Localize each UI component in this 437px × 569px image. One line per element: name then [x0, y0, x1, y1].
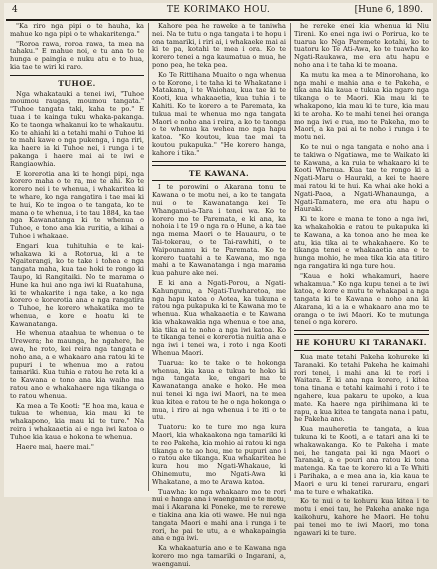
paragraph: Engari kua tuhituhia e te kai-whakawa ki a Rotorua, ki a te Ngaiterangi, ko te take i tohea e nga tangata maha, kua tae hoki te rongo ki Taupo, ki Rangitaiki. No te marama o Hune ka hui ano nga iwi ki Ruatahuna, ki te whakarite i nga take, a ko nga korero e korerotia ana e nga rangatira o Tuhoe, he korero whakatika mo te whenua, e kore e hoatu ki te Kawanatanga. — [10, 241, 144, 328]
column-2 — [152, 22, 286, 568]
page-header — [4, 3, 433, 19]
paragraph: Ki te kore e mana te tono a nga iwi, ka whakahokia e ratou te pukapuka ki te Kawana, a ka tonoa ano he mea ke atu, kia tika ai te whakahaere. Ko te tikanga tenei e whakaaetia ana e te hunga mohio, he mea tika kia ata titiro nga rangatira ki nga ture hou. — [294, 215, 429, 270]
section-rule — [294, 350, 429, 351]
paragraph: Ka mea a Te Kooti: "E hoa ma, kaua e tukua te whenua, kia mau ki te whakapono, kia mau ki te ture." Na reira i whakaaetia ai e nga iwi katoa o Tuhoe kia kaua e hokona te whenua. — [10, 401, 144, 441]
paragraph: he rereke enei kia whenua ki Niu Tireni. Ko enei nga iwi o Porirua, ko te tuarua ko Nga Paremete kotahi, ko te tuatoru ko Te Ati-Awa, ko te tuawha ko Ngati-Raukawa, me era atu hapu e noho ana i te taha ki te moana. — [294, 22, 429, 69]
section-rule — [10, 75, 144, 76]
paragraph: E ki ana a Ngati-Porou, a Ngati-Kahungunu, a Ngati-Tuwharetoa, me nga hapu katoa o Aotea, ka tukuna e ratou nga pukapuka ki te Kawana mo te whenua. Kua whakaaetia e te Kawana kia whakawakia nga whenua e toe ana, kia tika ai te noho a nga iwi katoa. Ko te tikanga tenei e korerotia nuitia ana e nga iwi i tenei wa, i roto i nga Kooti Whenua Maori. — [152, 278, 286, 358]
header-rule — [6, 19, 431, 21]
section-rule — [294, 330, 429, 335]
paragraph: Kua mate tetahi Pakeha kohureke ki Taranaki. Ko tetahi Pakeha he kaimahi rori tenei, i mahi ana ki te rori i Waitara. E ki ana nga korero, i kitea tona tinana e tetahi kaimahi i roto i te ngahere, kua pakaru te upoko, a kua mate. Ka haere nga pirihimana ki te rapu, a kua kitea te tangata nana i patu, he Pakeha ano. — [294, 353, 429, 424]
newspaper-title: TE KORIMAKO HOU. — [166, 5, 271, 15]
article-heading-tuhoe: TUHOE. — [58, 78, 96, 88]
page-number: 4 — [12, 5, 18, 15]
paragraph: "Ka riro nga pipi o te hauha, ka mahue ko nga pipi o te whakaritenga." — [10, 22, 144, 38]
paragraph: Ko te nui o nga tangata e noho ana i te takiwa o Ngatiawa, me te Waikato ki te Kawana, a ka ruia te whakaaro ki te Kooti Whenua. Kua tae te rongo ki a Ngati-Maru o Hauraki, a kei te haere mai ratou ki te hui. Ka whai ake hoki a Ngati-Paoa, a Ngati-Whanaunga, a Ngati-Tamatera, me era atu hapu o Hauraki. — [294, 142, 429, 214]
paragraph: Kua mauheretia te tangata, a kua tukuna ki te Kooti, a e tatari ana ki te whakawakanga. Ko te Pakeha i mate nei, he tangata pai ki nga Maori o Taranaki, a e pouri ana ratou ki tona matenga. Ka tae te korero ki a Te Whiti i Parihaka, a e mea ana ia, kia kaua te Maori e uru ki tenei raruraru, engari ma te ture e whakatika. — [294, 425, 429, 496]
paragraph: Ka mutu ka mea a te Minorohana, ko nga mahi e mahia ana e te Pakeha, e tika ana kia kaua e tukua kia ngaro nga tikanga o te Maori. Kia mau ki te whakapono, kia mau ki te ture, kia mau ki te aroha. Ko te mahi tenei hei oranga mo nga iwi e rua, mo te Pakeha, mo te Maori, a ka pai ai te noho i runga i te motu nei. — [294, 70, 429, 142]
section-rule — [152, 180, 286, 181]
paragraph: Tuarua: ko te take o te hokonga whenua, kia kaua e tukua te hoko ki nga tangata ke, engari ma te Kawanatanga anake e hoko. He mea nui tenei ki nga iwi Maori, na te mea kua kitea e ratou te he o nga hokonga o mua, i riro ai nga whenua i te iti o te utu. — [152, 358, 286, 422]
article-heading-kohuru: HE KOHURU KI TARANAKI. — [296, 338, 427, 348]
paragraph: Kahore pea he raweke a te taniwha nei. Na te tutu o nga tangata i te hopu i ona tamariki, i riri ai, i whakaeke mai ai ki te pa, kotahi te mea i ora. Ko te korero tenei a nga kaumatua o mua, he pono pea, he teka pea. — [152, 22, 286, 69]
paragraph: "Kaua e hoki whakamuri, haere whakamua." Ko nga kupu tenei a te iwi katoa, e kore e mutu te whakapai a nga tangata ki te Kawana e noho ana ki Akarana, ki a ia e whakaaro ana mo te oranga o te iwi Maori. Ko te mutunga tenei o nga korero. — [294, 271, 429, 327]
newspaper-page — [4, 3, 433, 568]
column-divider — [148, 23, 149, 491]
paragraph: He whenua ataahua te whenua o te Urewera; he maunga, he ngahere, he awa, he roto, kei reira nga tangata e noho ana, a e whakaaro ana ratou ki te pupuri i te whenua mo a ratou tamariki. Kua tuhia e ratou he reta ki a te Kawana e tono ana kia waiho ma ratou ano e whakahaere nga tikanga o to ratou whenua. — [10, 329, 144, 400]
issue-date: [Hune 6, 1890. — [354, 5, 423, 15]
section-rule — [152, 161, 286, 166]
paragraph: E korerotia ana ki te hongi pipi, nga korero maha o te ra, me te ahi. Ko te korero nei i te whenua, i whakaritea ki te whare, ko nga rangatira i tae mai ki te hui, Ko te ingoa o te tangata, ko te mana o te whenua, i te tau 1884, ka tae nga Kawanatanga ki te whenua o Tuhoe, e tono ana kia ruritia, a kihai a Tuhoe i whakaae. — [10, 169, 144, 240]
paragraph: Ka whakaaturia ano e te Kawana nga korero mo nga tamariki o Ingarani, a, waenganui. — [152, 544, 286, 568]
paragraph: "Roroa rawa, roroa rawa, ta mea na tahaku." E mahue noi, e tu ana to te hunga e paingia e nuku atu e to hua, kia tae te wiri ki raro. — [10, 39, 144, 71]
column-3 — [294, 22, 429, 537]
column-1 — [10, 23, 144, 493]
paragraph: Ko Te Rittihana Muaito o nga whenua o te Korone, i te taha ki te Whakatane i Matakana, i te Waiohau, kua tae ki te Kooti, kua whakaaetia, kua tuhia i te Kahiti. Ko te korero a te Paremata, ka tukua mai te whenua mo nga tangata Maori e noho ana i reira, a ko te taonga o te whenua ka wehea mo nga hapu katoa. "Ko koutou, kua tae mai ta koutou pukapuka." "He korero hanga, kahore i tika." — [152, 70, 286, 157]
column-divider — [290, 23, 291, 491]
paragraph: I te porowini o Akarana tonu te Kawana o te motu nei, a ko te tangata nui o te Kawanatanga kei Te Whanganui-a-Tara i tenei wa. Ko te korero mo te Paremata, e ki ana, ka nohoia i te 19 o nga ra o Hune, a ka tae nga mema Maori o te Hauauru, o te Tai-tokerau, o te Tai-rawhiti, o te Waipounamu ki te Paremata. Ko te korero tuatahi a te Kawana, mo nga mahi a te Kawanatanga i nga marama kua pahure ake nei. — [152, 183, 286, 278]
paragraph: Tuatoru: ko te ture mo nga kura Maori, kia whakaakona nga tamariki ki te reo Pakeha, kia mohio ai ratou ki nga tikanga o te ao hou, me te pupuri ano i o ratou ake tikanga. Kua whakaritea he kura hou mo Ngati-Whakaue, ki Ohinemutu, mo Ngati-Awa ki Whakatane, a mo te Arawa katoa. — [152, 423, 286, 486]
paragraph: Nga whakatauki a tenei iwi, "Tuhoe moumou raugas, moumou tangata." "Tuhoe tangata taki, kaha te po." E tuaa i te kainga tuku whaka-pakanga. Ko te taonga whakanui ko te whakautu. Ko te ahiahi ki a tetahi mahi o Tuhoe ki te mahi kawe o nga pukenga, i nga riri, ka haere ia ki Tuhoe nei, i runga i te pakanga i haere mai ai te iwi e Rangiaowhia. — [10, 89, 144, 168]
paragraph: Haere mai, haere mai." — [16, 442, 94, 451]
article-heading-te-kawana: TE KAWANA. — [188, 168, 250, 178]
paragraph: Tuawha: ko nga whakaaro mo te rori nui e hanga ana i waenganui o te motu, mai i Akarana ki Poneke, me te rerewe e tiakina ana kia oti wawe. He nui nga tangata Maori e mahi ana i runga i te rori, he pai te utu, a e whakapaingia ana e nga iwi. — [152, 487, 286, 543]
paragraph: Ko te nui o te kohuru kua kitea i te motu i enei tau, he Pakeha anake nga kaikohuru, kahore he Maori. He tohu pai tenei mo te iwi Maori, mo tona ngawari ki te ture. — [294, 497, 429, 537]
